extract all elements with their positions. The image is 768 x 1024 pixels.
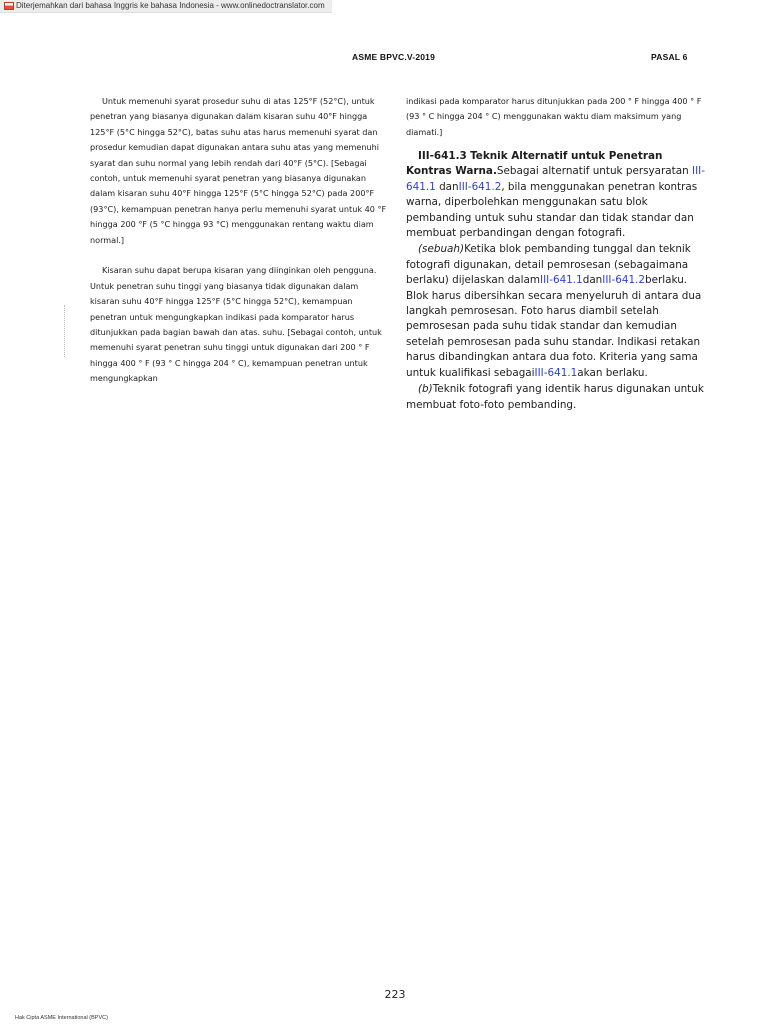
section-text-2: dan: [439, 180, 459, 193]
margin-change-bar: [64, 305, 67, 357]
paragraph-a-text-1: Ketika blok pembanding tunggal dan teknik fotografi digunakan, detail pemrosesan (sebagaimana berlaku) dijelaskan dalam: [406, 243, 691, 287]
paragraph-a: [406, 242, 706, 381]
page-number: 223: [384, 988, 406, 1001]
cross-reference-link[interactable]: III-641.1: [406, 165, 705, 193]
section-title: Teknik Alternatif untuk Penetran Kontras Warna.: [406, 150, 663, 178]
translator-banner[interactable]: [0, 0, 332, 13]
section-number: III-641.3: [418, 150, 467, 162]
copyright-notice: Hak Cipta ASME International (BPVC): [15, 1015, 108, 1021]
paragraph-a-label: (sebuah): [418, 243, 465, 256]
cross-reference-link[interactable]: III-641.2: [602, 274, 645, 287]
paragraph-a-text-2: dan: [582, 274, 603, 287]
paragraph-b: [406, 382, 706, 413]
paragraph-temperature-upper-limit: Untuk memenuhi syarat prosedur suhu di atas 125°F (52°C), untuk penetran yang biasanya digunakan dalam kisaran suhu 40°F hingga 125°F (5°C hingga 52°C), batas suhu atas harus memenuhi syarat dan prosedur kemudian dapat digunakan antara suhu atas yang memenuhi syarat dan suhu normal yang lebih rendah dari 40°F (5°C). [Sebagai contoh, untuk memenuhi syarat penetran yang biasanya digunakan dalam kisaran suhu 40°F hingga 125°F (5°C hingga 52°C) pada 200°F (93°C), kemampuan penetran hanya perlu memenuhi syarat untuk 40 °F hingga 200 °F (5 °C hingga 93 °C) menggunakan rentang waktu diam normal.]: [90, 96, 387, 245]
paragraph-b-text: Teknik fotografi yang identik harus digunakan untuk membuat foto-foto pembanding.: [406, 383, 704, 411]
translator-banner-text[interactable]: Diterjemahkan dari bahasa Inggris ke bahasa Indonesia - www.onlinedoctranslator.com: [16, 1, 325, 10]
cross-reference-link[interactable]: III-641.1: [534, 366, 578, 379]
translator-icon: [4, 2, 14, 10]
paragraph-a-text-4: akan berlaku.: [577, 366, 648, 379]
paragraph-a-text-3: berlaku. Blok harus dibersihkan secara menyeluruh di antara dua langkah pemrosesan. Foto harus diambil setelah pemrosesan pada suhu tidak standar dan kemudian setelah pemrosesan pada suhu standar. Indikasi retakan harus dibandingkan antara dua foto. Kriteria yang sama untuk kualifikasi sebagai: [406, 274, 702, 379]
paragraph-continuation: indikasi pada komparator harus ditunjukkan pada 200 ° F hingga 400 ° F (93 ° C hingga 204 ° C) menggunakan waktu diam maksimum yang diamati.]: [406, 96, 702, 137]
section-iii-641-3: [406, 149, 706, 241]
paragraph-b-label: (b): [418, 383, 433, 396]
paragraph-temperature-range: Kisaran suhu dapat berupa kisaran yang diinginkan oleh pengguna. Untuk penetran suhu tinggi yang biasanya tidak digunakan dalam kisaran suhu 40°F hingga 125°F (5°C hingga 52°C), kemampuan penetran untuk mengungkapkan indikasi pada komparator harus ditunjukkan pada bagian bawah dan atas. suhu. [Sebagai contoh, untuk memenuhi syarat penetran suhu tinggi untuk digunakan dari 200 ° F hingga 400 ° F (93 ° C hingga 204 ° C), kemampuan penetran untuk mengungkapkan: [90, 265, 382, 384]
left-column: [90, 94, 388, 387]
section-text-3: , bila menggunakan penetran kontras warna, diperbolehkan menggunakan satu blok pembanding untuk suhu standar dan tidak standar dan membuat perbandingan dengan fotografi.: [406, 180, 698, 240]
section-text-1: Sebagai alternatif untuk persyaratan: [496, 165, 693, 178]
right-column-continuation: [406, 94, 706, 140]
cross-reference-link[interactable]: III-641.1: [540, 274, 583, 287]
running-head-right: PASAL 6: [651, 52, 688, 62]
right-column: [406, 149, 706, 413]
cross-reference-link[interactable]: III-641.2: [458, 180, 502, 193]
running-head-left: ASME BPVC.V-2019: [352, 52, 436, 62]
